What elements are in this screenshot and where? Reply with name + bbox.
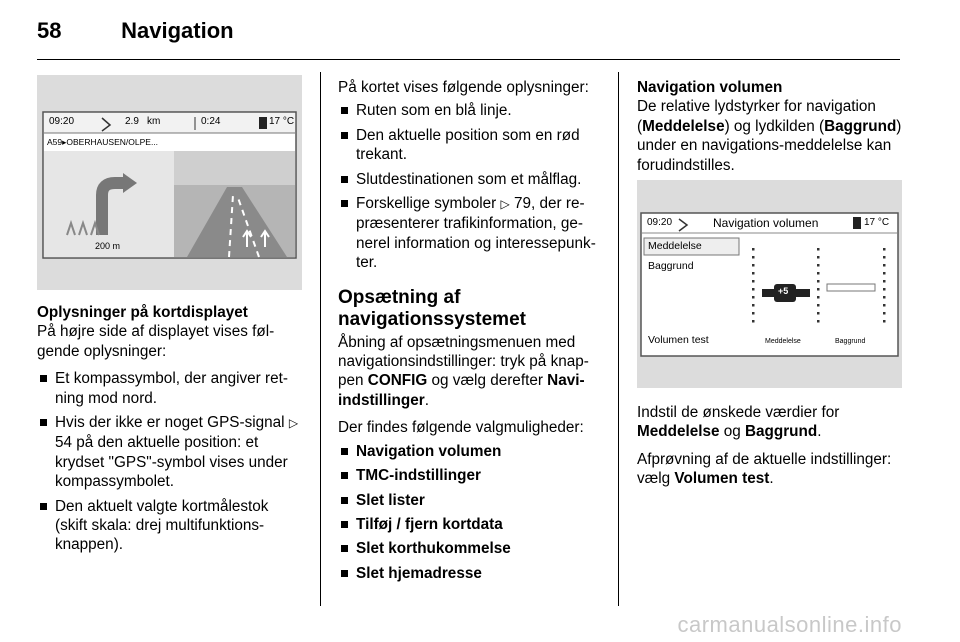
middle-bullet-list [338,101,604,272]
list-item: Tilføj / fjern kortdata [338,515,604,534]
volume-screen [637,180,902,388]
watermark: carmanualsonline.info [677,612,902,637]
middle-column [338,78,604,588]
nav-distance: 2.9 [125,116,139,127]
navigation-display-figure [37,75,302,290]
volume-heading: Navigation volumen [637,79,783,96]
nav-distance-unit: km [147,116,161,127]
nav-next-distance: 200 m [95,241,121,251]
slider-meddelelse-label: Meddelelse [765,338,801,345]
list-item: Den aktuelt valgte kortmålestok (skift skala: drej multifunktions-knappen). [37,497,303,555]
slider-baggrund-label: Baggrund [835,338,866,345]
left-column [37,303,303,560]
volume-temperature: 17 °C [864,217,890,228]
list-item: Den aktuelle position som en rød trekant. [338,126,604,165]
list-item: Slet korthukommelse [338,539,604,558]
volume-text: De relative lydstyrker for navigation (Meddelelse) og lydkilden (Baggrund) under en navigations-meddelelse kan forudindstilles. [637,98,902,174]
left-intro: På højre side af displayet vises føl-gende oplysninger: [37,323,275,360]
setup-heading: Opsætning af navigationssystemet [338,286,526,330]
right-column [637,78,907,183]
options-list [338,442,604,583]
list-item: Hvis der ikke er noget GPS-signal ▷ 54 på den aktuelle position: et krydset "GPS"-symbol vises under kompassymbolet. [37,413,303,492]
nav-temperature: 17 °C [269,116,295,127]
slider-meddelelse-value: +5 [778,286,789,296]
page-ref-icon: ▷ [500,197,510,212]
middle-intro: På kortet vises følgende oplysninger: [338,79,589,96]
navigation-display-screen [37,75,302,290]
page-number: 58 [37,18,62,43]
menu-item-baggrund[interactable]: Baggrund [648,260,694,272]
volume-screen-title: Navigation volumen [713,216,819,230]
setup-text: Åbning af opsætningsmenuen med navigationsindstillinger: tryk på knap-pen CONFIG og vælg derefter Navi-indstillinger. [338,333,589,409]
test-text: Afprøvning af de aktuelle indstillinger: vælg Volumen test. [637,450,892,488]
options-intro: Der findes følgende valgmuligheder: [338,419,584,437]
column-divider-2 [618,72,619,606]
list-item: Ruten som en blå linje. [338,101,604,120]
list-item: Slutdestinationen som et målflag. [338,170,604,189]
nav-time: 09:20 [49,116,75,127]
menu-item-meddelelse[interactable]: Meddelelse [648,240,702,252]
left-heading: Oplysninger på kortdisplayet [37,304,248,321]
volume-screen-figure [637,180,902,388]
list-item: TMC-indstillinger [338,466,604,485]
page-ref-icon: ▷ [288,416,299,431]
header-rule [37,59,900,60]
list-item: Slet lister [338,491,604,510]
list-item: Forskellige symboler ▷ 79, der re-præsenterer trafikinformation, ge-nerel information og interessepunk-ter. [338,194,604,273]
page-header [37,18,234,44]
volume-test-button[interactable]: Volumen test [648,334,709,346]
nav-road-name: A59▸OBERHAUSEN/OLPE... [47,137,159,147]
list-item: Navigation volumen [338,442,604,461]
nav-eta: 0:24 [201,116,221,127]
list-item: Et kompassymbol, der angiver ret-ning mod nord. [37,369,303,408]
page-title: Navigation [121,18,234,43]
column-divider-1 [320,72,321,606]
instruction-text: Indstil de ønskede værdier for Meddelelse og Baggrund. [637,404,840,441]
left-bullet-list [37,369,303,555]
list-item: Slet hjemadresse [338,564,604,583]
right-column-lower [637,403,912,497]
volume-time: 09:20 [647,217,673,228]
